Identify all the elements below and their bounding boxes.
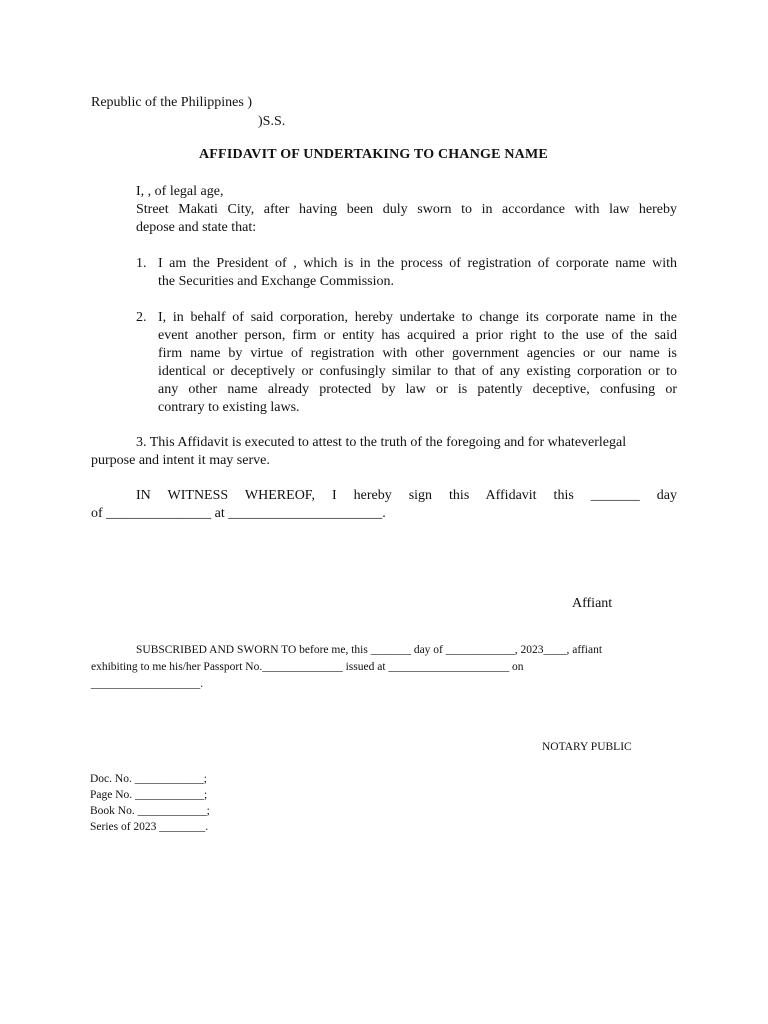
intro-line-3: depose and state that: <box>136 220 257 235</box>
series: Series of 2023 ________. <box>90 821 209 833</box>
item-2-line-6: contrary to existing laws. <box>158 400 300 415</box>
jurat-line-2: exhibiting to me his/her Passport No.______________ issued at _____________________ on <box>91 661 524 673</box>
doc-no: Doc. No. ____________; <box>90 773 207 785</box>
intro-line-2: Street Makati City, after having been duly sworn to in accordance with law hereby <box>136 202 677 217</box>
notary-public-label: NOTARY PUBLIC <box>542 741 632 753</box>
item-1-line-2: the Securities and Exchange Commission. <box>158 274 395 289</box>
venue-line-1: Republic of the Philippines ) <box>91 95 252 110</box>
item-3-line-2: purpose and intent it may serve. <box>91 453 270 468</box>
intro-line-1: I, , of legal age, <box>136 184 224 199</box>
document-title: AFFIDAVIT OF UNDERTAKING TO CHANGE NAME <box>199 147 548 162</box>
item-2-line-1: I, in behalf of said corporation, hereby undertake to change its corporate name in the <box>158 310 677 325</box>
item-2-number: 2. <box>136 310 147 325</box>
item-2-line-5: any other name already protected by law or is patently deceptive, confusing or <box>158 382 677 397</box>
venue-line-2: )S.S. <box>258 114 286 129</box>
affiant-label: Affiant <box>572 596 613 611</box>
item-2-line-4: identical or deceptively or confusingly similar to that of any existing corporation or to <box>158 364 677 379</box>
item-1-line-1: I am the President of , which is in the process of registration of corporate name with <box>158 256 677 271</box>
book-no: Book No. ____________; <box>90 805 210 817</box>
jurat-line-1: SUBSCRIBED AND SWORN TO before me, this _______ day of ____________, 2023____, affiant <box>136 644 603 656</box>
item-3-line-1: 3. This Affidavit is executed to attest to the truth of the foregoing and for whateverlegal <box>136 435 627 450</box>
item-2-line-3: firm name by virtue of registration with other government agencies or our name is <box>158 346 677 361</box>
witness-line-2: of _______________ at ______________________. <box>91 506 386 521</box>
witness-line-1: IN WITNESS WHEREOF, I hereby sign this Affidavit this _______ day <box>136 488 677 503</box>
page-no: Page No. ____________; <box>90 789 208 801</box>
item-1-number: 1. <box>136 256 147 271</box>
item-2-line-2: event another person, firm or entity has acquired a prior right to the use of the said <box>158 328 677 343</box>
jurat-line-3: ___________________. <box>91 678 204 690</box>
